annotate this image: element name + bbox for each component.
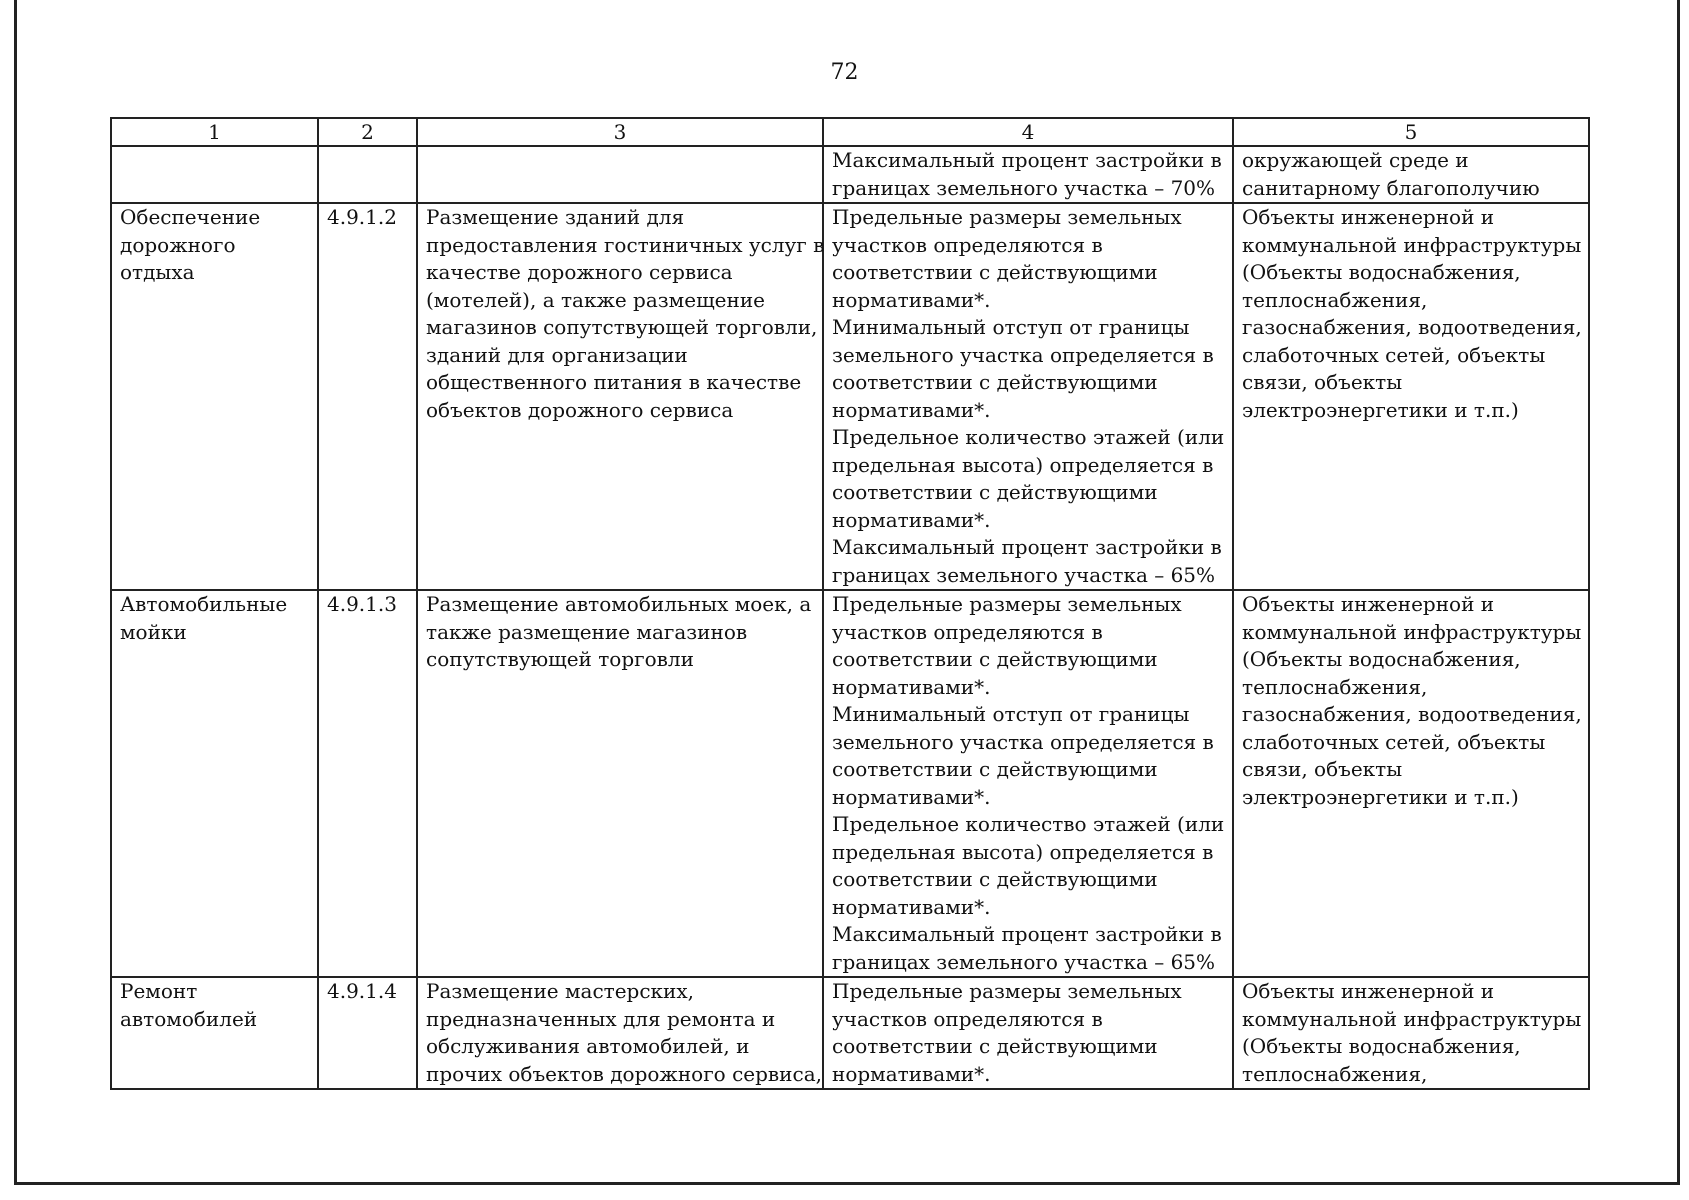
cell-text-line: участков определяются в (832, 619, 1103, 644)
cell-text-line: Объекты инженерной и (1242, 592, 1495, 616)
cell-text-line: Максимальный процент застройки в (832, 148, 1222, 172)
cell-text-line: соответствии с действующими (832, 867, 1158, 891)
cell-text-line: связи, объекты (1242, 757, 1403, 781)
cell-text-line: коммунальной инфраструктуры (1242, 1006, 1582, 1031)
cell-text-line: теплоснабжения, (1242, 287, 1428, 312)
cell-text-line: 4.9.1.4 (327, 979, 397, 1003)
cell-text-line: Предельное количество этажей (или (832, 812, 1225, 836)
cell-text-line: Объекты инженерной и (1242, 979, 1495, 1003)
cell-text-line: Размещение зданий для (426, 205, 685, 229)
use-type-cell (111, 590, 318, 977)
cell-text-line: соответствии с действующими (832, 647, 1158, 671)
parameters-cell (823, 203, 1233, 590)
cell-text-line: Размещение мастерских, (426, 979, 695, 1003)
cell-text-line: слаботочных сетей, объекты (1242, 729, 1546, 754)
cell-text-line: предоставления гостиничных услуг в (426, 232, 825, 257)
cell-text-line: (мотелей), а также размещение (426, 287, 766, 312)
table-row (111, 590, 1589, 977)
cell-text-line: слаботочных сетей, объекты (1242, 342, 1546, 367)
cell-text-line: нормативами*. (832, 894, 991, 919)
cell-text-line: отдыха (120, 260, 195, 284)
code-cell (318, 590, 417, 977)
cell-text-line: связи, объекты (1242, 370, 1403, 394)
infrastructure-cell (1233, 146, 1589, 203)
parameters-cell (823, 590, 1233, 977)
description-cell (417, 590, 823, 977)
infrastructure-cell (1233, 203, 1589, 590)
cell-text-line: Ремонт (120, 979, 198, 1003)
column-header-2: 2 (318, 118, 417, 146)
cell-text-line: электроэнергетики и т.п.) (1242, 784, 1519, 809)
description-cell (417, 146, 823, 203)
column-header-5: 5 (1233, 118, 1589, 146)
infrastructure-cell (1233, 977, 1589, 1089)
cell-text-line: магазинов сопутствующей торговли, (426, 315, 818, 339)
cell-text-line: газоснабжения, водоотведения, (1242, 702, 1582, 726)
cell-text-line: коммунальной инфраструктуры (1242, 232, 1582, 257)
cell-text-line: соответствии с действующими (832, 260, 1158, 284)
cell-text-line: качестве дорожного сервиса (426, 260, 733, 284)
cell-text-line: прочих объектов дорожного сервиса, (426, 1061, 822, 1086)
table-row (111, 146, 1589, 203)
cell-text-line: нормативами*. (832, 507, 991, 532)
cell-text-line: соответствии с действующими (832, 757, 1158, 781)
code-cell (318, 146, 417, 203)
cell-text-line: теплоснабжения, (1242, 674, 1428, 699)
table-row (111, 203, 1589, 590)
cell-text-line: соответствии с действующими (832, 480, 1158, 504)
code-cell (318, 203, 417, 590)
cell-text-line: (Объекты водоснабжения, (1242, 260, 1521, 284)
cell-text-line: Максимальный процент застройки в (832, 535, 1222, 559)
cell-text-line: Минимальный отступ от границы (832, 702, 1190, 726)
cell-text-line: Размещение автомобильных моек, а (426, 592, 812, 616)
cell-text-line: нормативами*. (832, 397, 991, 422)
cell-text-line: Максимальный процент застройки в (832, 922, 1222, 946)
description-cell (417, 977, 823, 1089)
use-type-cell (111, 977, 318, 1089)
cell-text-line: земельного участка определяется в (832, 729, 1214, 754)
cell-text-line: обслуживания автомобилей, и (426, 1034, 750, 1058)
cell-text-line: дорожного (120, 232, 236, 257)
cell-text-line: участков определяются в (832, 232, 1103, 257)
cell-text-line: предельная высота) определяется в (832, 839, 1214, 864)
cell-text-line: зданий для организации (426, 342, 688, 367)
cell-text-line: также размещение магазинов (426, 619, 748, 644)
cell-text-line: предназначенных для ремонта и (426, 1006, 776, 1031)
cell-text-line: 4.9.1.2 (327, 205, 397, 229)
cell-text-line: границах земельного участка – 65% (832, 949, 1216, 974)
use-type-cell (111, 203, 318, 590)
cell-text-line: участков определяются в (832, 1006, 1103, 1031)
cell-text-line: Обеспечение (120, 205, 261, 229)
cell-text-line: объектов дорожного сервиса (426, 397, 734, 422)
cell-text-line: (Объекты водоснабжения, (1242, 647, 1521, 671)
parameters-cell (823, 146, 1233, 203)
cell-text-line: сопутствующей торговли (426, 647, 694, 671)
column-header-3: 3 (417, 118, 823, 146)
cell-text-line: Предельные размеры земельных (832, 205, 1182, 229)
cell-text-line: Объекты инженерной и (1242, 205, 1495, 229)
table-row (111, 977, 1589, 1089)
cell-text-line: коммунальной инфраструктуры (1242, 619, 1582, 644)
cell-text-line: границах земельного участка – 65% (832, 562, 1216, 587)
infrastructure-cell (1233, 590, 1589, 977)
page-number: 72 (830, 60, 859, 85)
cell-text-line: мойки (120, 619, 187, 644)
cell-text-line: нормативами*. (832, 674, 991, 699)
land-use-table (110, 117, 1590, 1090)
cell-text-line: предельная высота) определяется в (832, 452, 1214, 477)
cell-text-line: Минимальный отступ от границы (832, 315, 1190, 339)
table-header-row (111, 118, 1589, 146)
cell-text-line: (Объекты водоснабжения, (1242, 1034, 1521, 1058)
cell-text-line: земельного участка определяется в (832, 342, 1214, 367)
cell-text-line: санитарному благополучию (1242, 175, 1540, 200)
description-cell (417, 203, 823, 590)
cell-text-line: нормативами*. (832, 1061, 991, 1086)
cell-text-line: газоснабжения, водоотведения, (1242, 315, 1582, 339)
column-header-1: 1 (111, 118, 318, 146)
cell-text-line: соответствии с действующими (832, 370, 1158, 394)
cell-text-line: электроэнергетики и т.п.) (1242, 397, 1519, 422)
cell-text-line: Предельные размеры земельных (832, 592, 1182, 616)
table-body (111, 146, 1589, 1089)
cell-text-line: нормативами*. (832, 287, 991, 312)
cell-text-line: Автомобильные (120, 592, 288, 616)
parameters-cell (823, 977, 1233, 1089)
cell-text-line: теплоснабжения, (1242, 1061, 1428, 1086)
cell-text-line: окружающей среде и (1242, 148, 1469, 172)
cell-text-line: соответствии с действующими (832, 1034, 1158, 1058)
cell-text-line: Предельное количество этажей (или (832, 425, 1225, 449)
cell-text-line: нормативами*. (832, 784, 991, 809)
code-cell (318, 977, 417, 1089)
cell-text-line: Предельные размеры земельных (832, 979, 1182, 1003)
cell-text-line: автомобилей (120, 1006, 258, 1031)
column-header-4: 4 (823, 118, 1233, 146)
cell-text-line: 4.9.1.3 (327, 592, 397, 616)
cell-text-line: общественного питания в качестве (426, 370, 802, 394)
use-type-cell (111, 146, 318, 203)
cell-text-line: границах земельного участка – 70% (832, 175, 1216, 200)
